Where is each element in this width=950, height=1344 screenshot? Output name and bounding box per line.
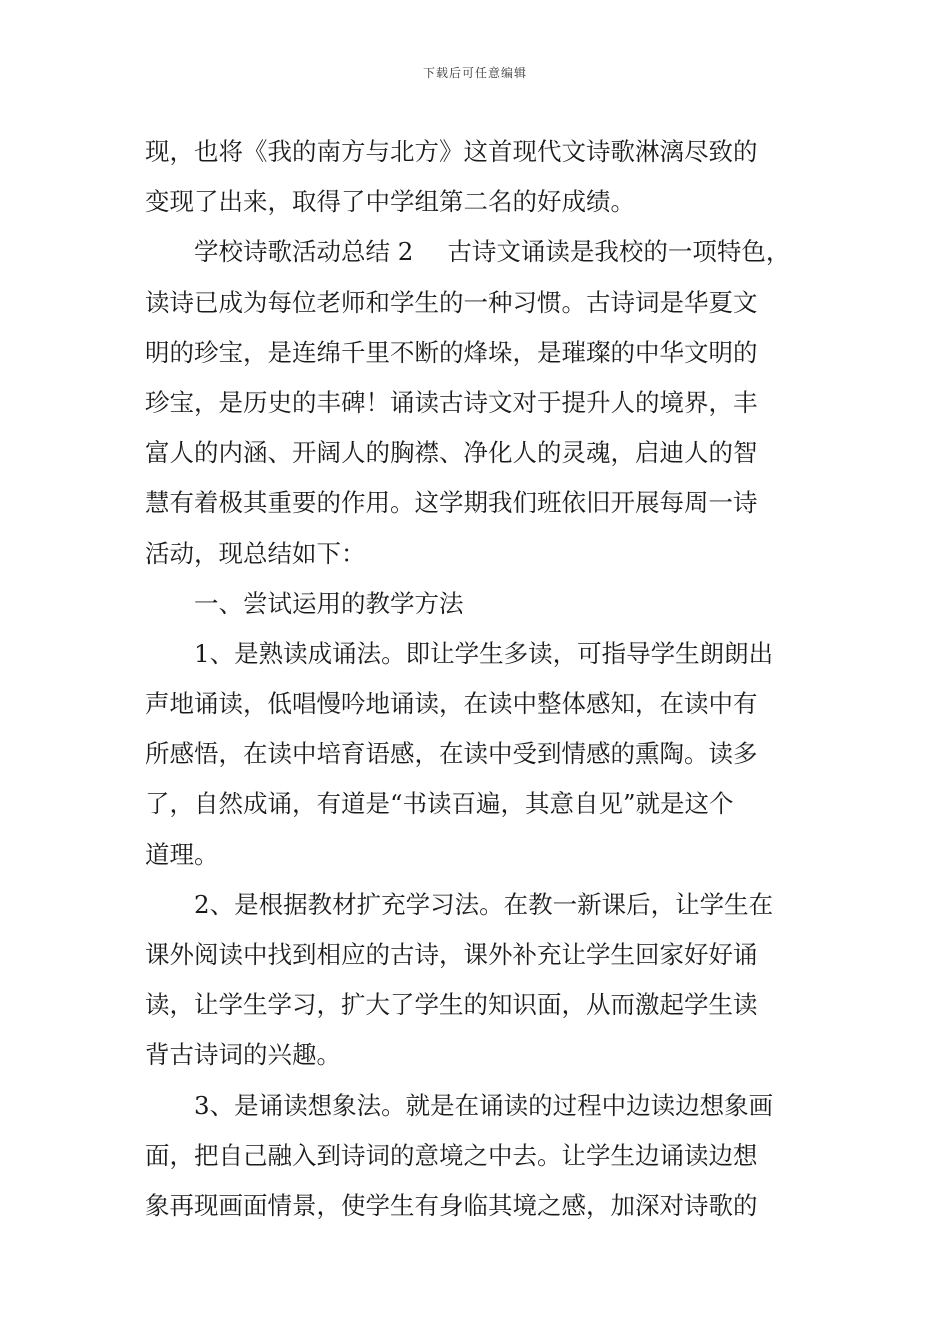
section-intro: 古诗文诵读是我校的一项特色， (447, 237, 791, 267)
text-line: 面，把自己融入到诗词的意境之中去。让学生边诵读边想 (145, 1140, 758, 1170)
text-line: 读，让学生学习，扩大了学生的知识面，从而激起学生读 (145, 990, 758, 1020)
subheading-line: 一、尝试运用的教学方法 (194, 588, 464, 618)
text-line: 象再现画面情景，使学生有身临其境之感，加深对诗歌的 (145, 1190, 758, 1220)
text-line: 声地诵读，低唱慢吟地诵读，在读中整体感知，在读中有 (145, 689, 758, 719)
body-text (145, 127, 810, 1231)
text-line: 2、是根据教材扩充学习法。在教一新课后，让学生在 (194, 889, 774, 919)
text-line: 变现了出来，取得了中学组第二名的好成绩。 (145, 187, 635, 217)
text-line: 道理。 (145, 839, 219, 869)
page-header: 下载后可任意编辑 (422, 66, 527, 80)
text-line: 所感悟，在读中培育语感，在读中受到情感的熏陶。读多 (145, 739, 758, 769)
section-heading-line (145, 227, 810, 277)
text-line: 慧有着极其重要的作用。这学期我们班依旧开展每周一诗 (145, 488, 758, 518)
text-line: 活动，现总结如下： (145, 538, 366, 568)
text-line: 课外阅读中找到相应的古诗，课外补充让学生回家好好诵 (145, 940, 758, 969)
section-title: 学校诗歌活动总结 2 (194, 237, 414, 267)
text-line: 珍宝，是历史的丰碑！诵读古诗文对于提升人的境界，丰 (145, 387, 758, 417)
text-line: 富人的内涵、开阔人的胸襟、净化人的灵魂，启迪人的智 (145, 438, 758, 468)
text-line: 读诗已成为每位老师和学生的一种习惯。古诗词是华夏文 (145, 287, 758, 317)
text-line: 现，也将《我的南方与北方》这首现代文诗歌淋漓尽致的 (145, 137, 758, 166)
text-line: 背古诗词的兴趣。 (145, 1040, 341, 1070)
text-line: 明的珍宝，是连绵千里不断的烽垛，是璀璨的中华文明的 (145, 337, 758, 367)
text-line: 1、是熟读成诵法。即让学生多读，可指导学生朗朗出 (194, 638, 774, 668)
text-line: 3、是诵读想象法。就是在诵读的过程中边读边想象画 (194, 1090, 774, 1120)
text-line: 了，自然成诵，有道是“书读百遍，其意自见”就是这个 (145, 789, 734, 819)
